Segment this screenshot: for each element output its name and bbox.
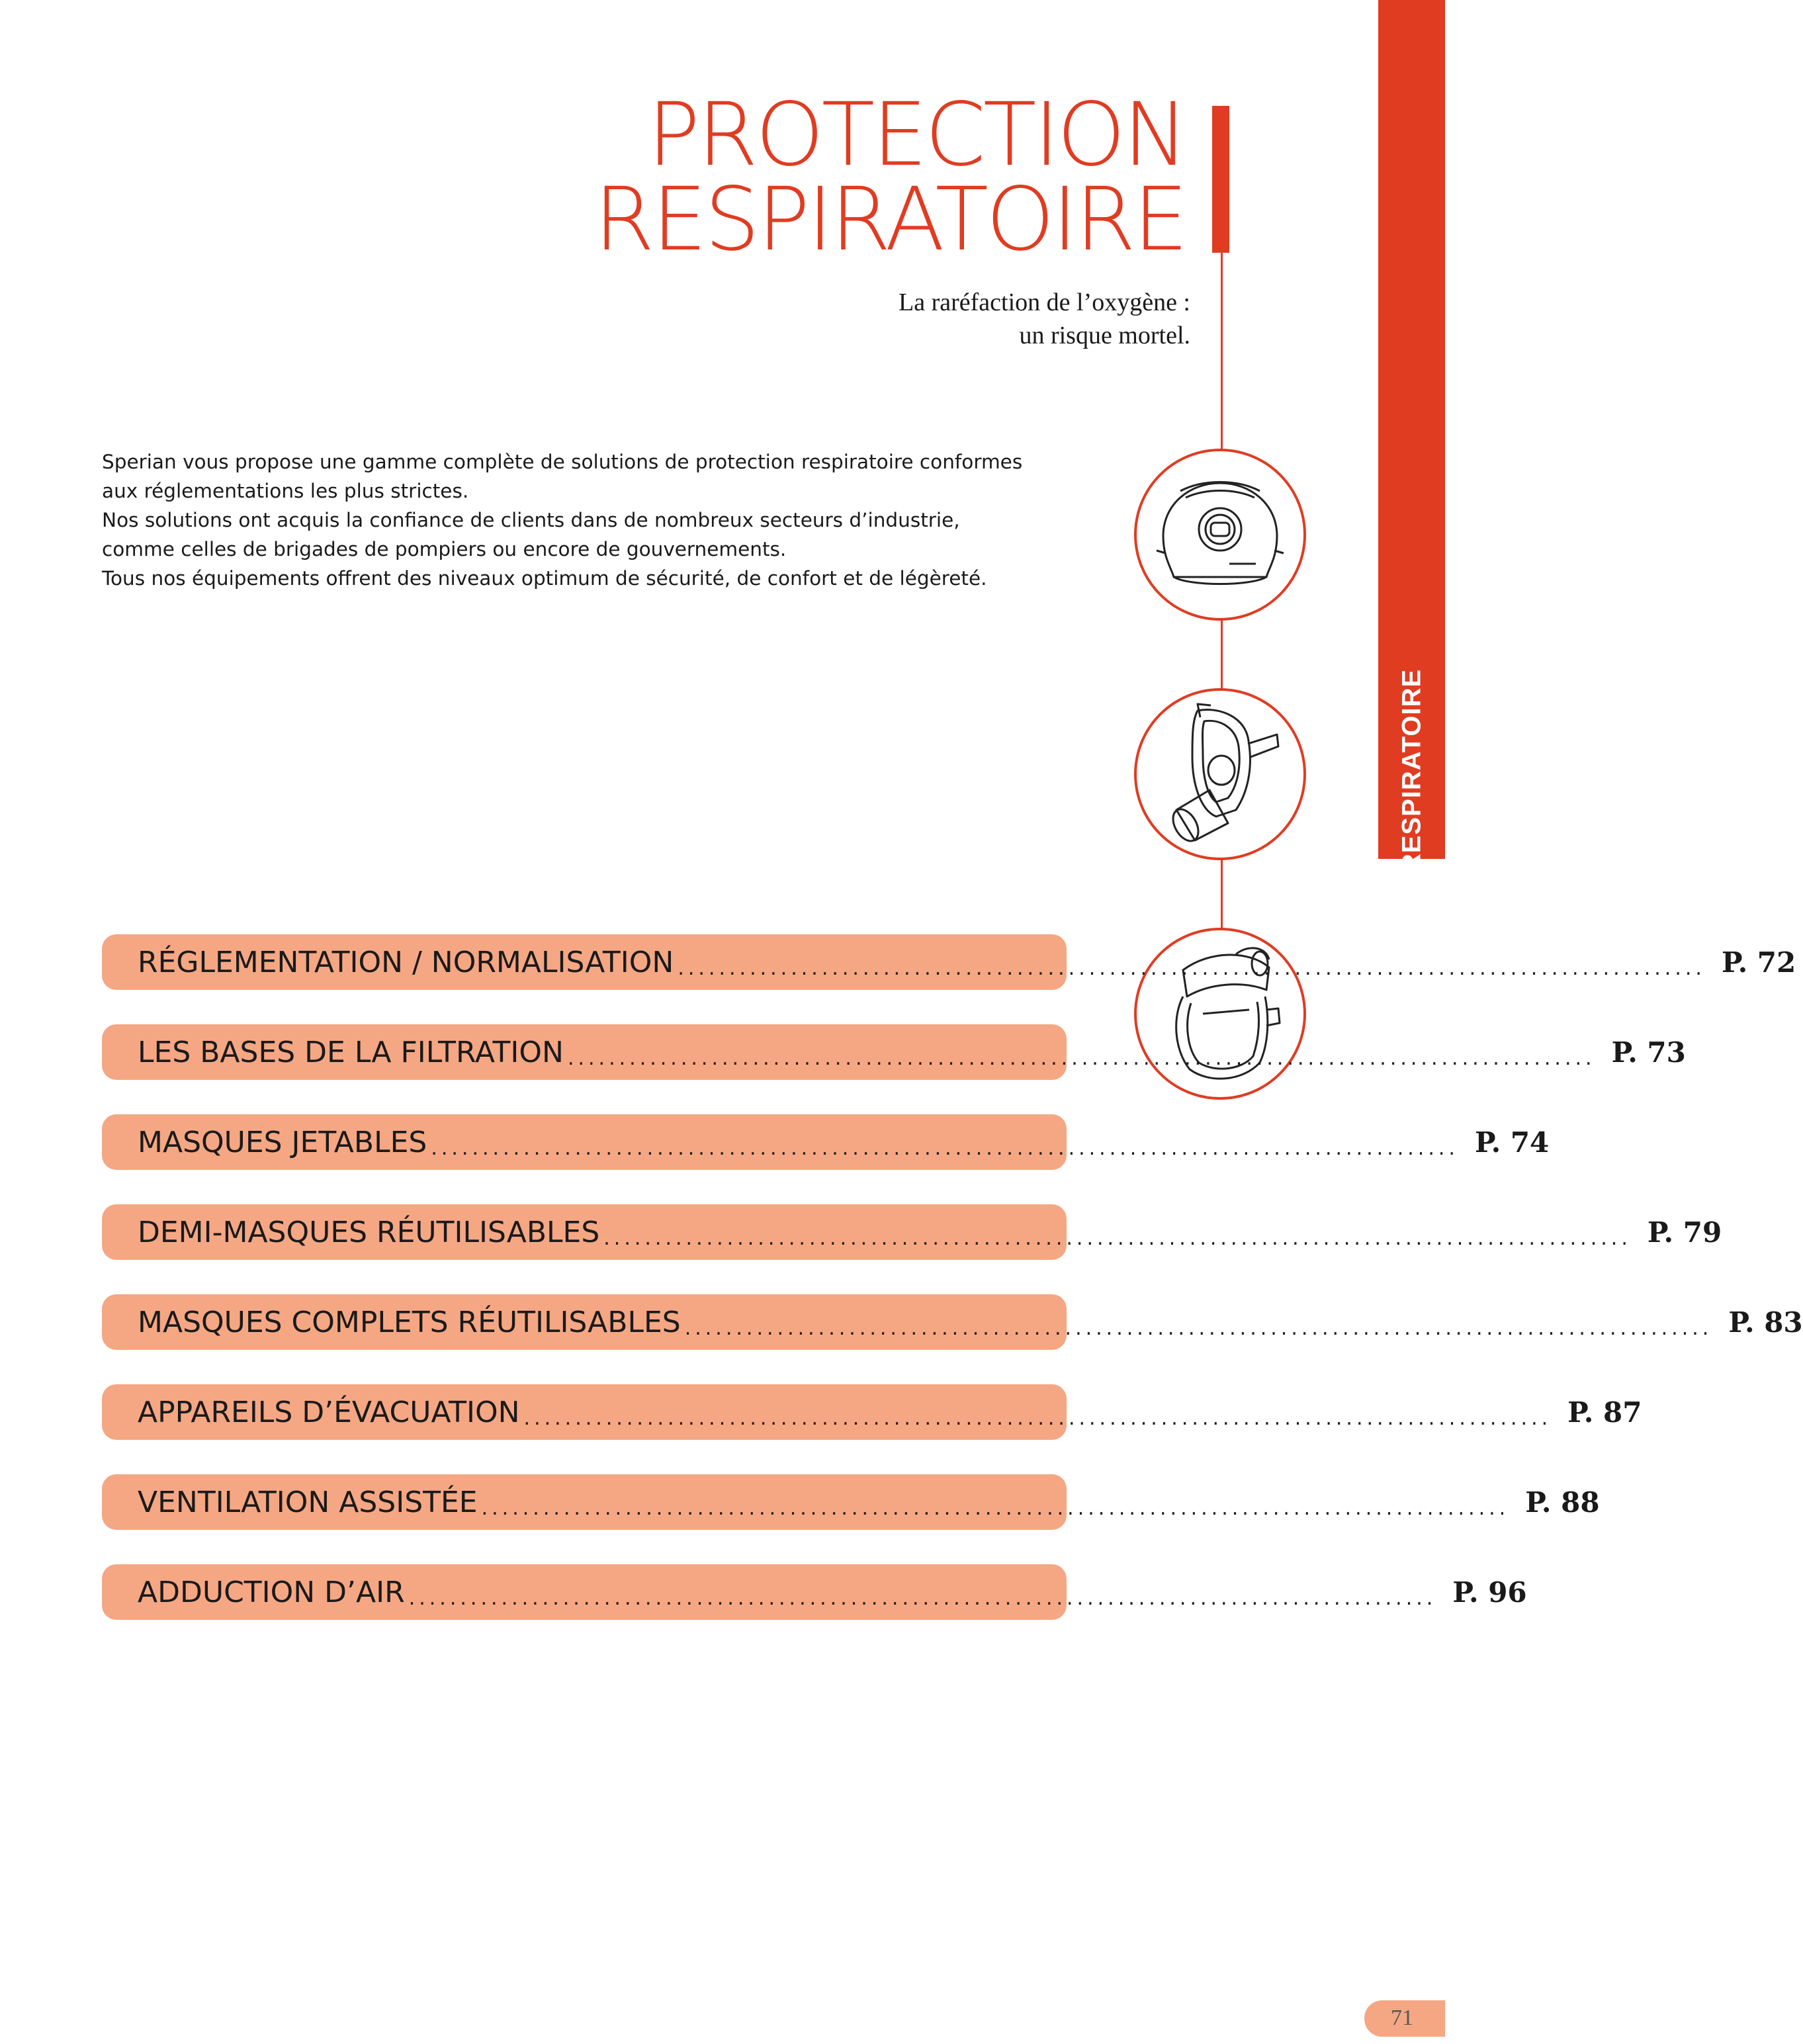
title-line-1: PROTECTION [647,84,1186,186]
toc-item-page: P. 83 [1728,1306,1803,1339]
intro-line: comme celles de brigades de pompiers ou encore de gouvernements. [102,538,787,560]
toc-item-label: APPAREILS D’ÉVACUATION [138,1395,520,1429]
toc-leader-dots: .................................................................................................... [408,1586,1437,1610]
full-face-mask-icon [1134,688,1306,860]
intro-line: Sperian vous propose une gamme complète de solutions de protection respiratoire conformes [102,451,1023,473]
subtitle-line-1: La raréfaction de l’oxygène : [899,289,1190,316]
toc-item-label: RÉGLEMENTATION / NORMALISATION [138,945,674,979]
toc-item-masques-complets[interactable] [102,1294,1803,1350]
table-of-contents [102,934,1803,1654]
toc-item-bases-filtration[interactable] [102,1024,1686,1080]
intro-text [102,447,1028,593]
toc-item-page: P. 88 [1525,1486,1600,1519]
toc-item-page: P. 96 [1452,1576,1527,1609]
intro-line: Nos solutions ont acquis la confiance de clients dans de nombreux secteurs d’industrie, [102,509,960,531]
side-tab-label-box [1378,668,1445,873]
toc-item-page: P. 72 [1721,946,1796,979]
toc-leader-dots: .................................................................................................... [431,1136,1459,1160]
intro-line: aux réglementations les plus strictes. [102,480,469,502]
toc-item-page: P. 73 [1611,1036,1686,1069]
toc-item-demi-masques[interactable] [102,1204,1722,1260]
side-tab-label: RESPIRATOIRE [1397,668,1426,873]
toc-item-reglementation[interactable] [102,934,1796,990]
toc-item-adduction-air[interactable] [102,1564,1527,1620]
toc-item-appareils-evacuation[interactable] [102,1384,1642,1440]
toc-item-label: MASQUES COMPLETS RÉUTILISABLES [138,1305,681,1339]
toc-item-masques-jetables[interactable] [102,1114,1550,1170]
toc-leader-dots: .................................................................................................... [603,1226,1632,1250]
title-line-2: RESPIRATOIRE [594,169,1186,271]
toc-item-page: P. 79 [1647,1216,1722,1249]
toc-leader-dots: .................................................................................................... [523,1406,1552,1430]
toc-leader-dots: .................................................................................................... [481,1496,1510,1520]
disposable-mask-icon [1134,449,1306,621]
title-accent-bar [1212,106,1229,253]
toc-leader-dots: .................................................................................................... [678,956,1706,980]
toc-leader-dots: .................................................................................................... [567,1046,1596,1070]
powered-visor-icon [1134,928,1306,1100]
toc-item-label: MASQUES JETABLES [138,1125,427,1159]
intro-line: Tous nos équipements offrent des niveaux optimum de sécurité, de confort et de légèreté. [102,567,987,590]
page-number: 71 [1391,2006,1413,2030]
toc-item-ventilation-assistee[interactable] [102,1474,1600,1530]
toc-item-label: ADDUCTION D’AIR [138,1575,405,1609]
toc-leader-dots: .................................................................................................... [684,1316,1713,1340]
page-title [594,84,1186,271]
toc-item-label: LES BASES DE LA FILTRATION [138,1035,564,1069]
subtitle [899,286,1190,352]
subtitle-line-2: un risque mortel. [1019,322,1190,349]
toc-item-page: P. 87 [1567,1396,1642,1429]
page-number-badge [1364,2000,1445,2037]
toc-item-label: VENTILATION ASSISTÉE [138,1485,478,1519]
toc-item-label: DEMI-MASQUES RÉUTILISABLES [138,1215,600,1249]
toc-item-page: P. 74 [1474,1126,1550,1159]
